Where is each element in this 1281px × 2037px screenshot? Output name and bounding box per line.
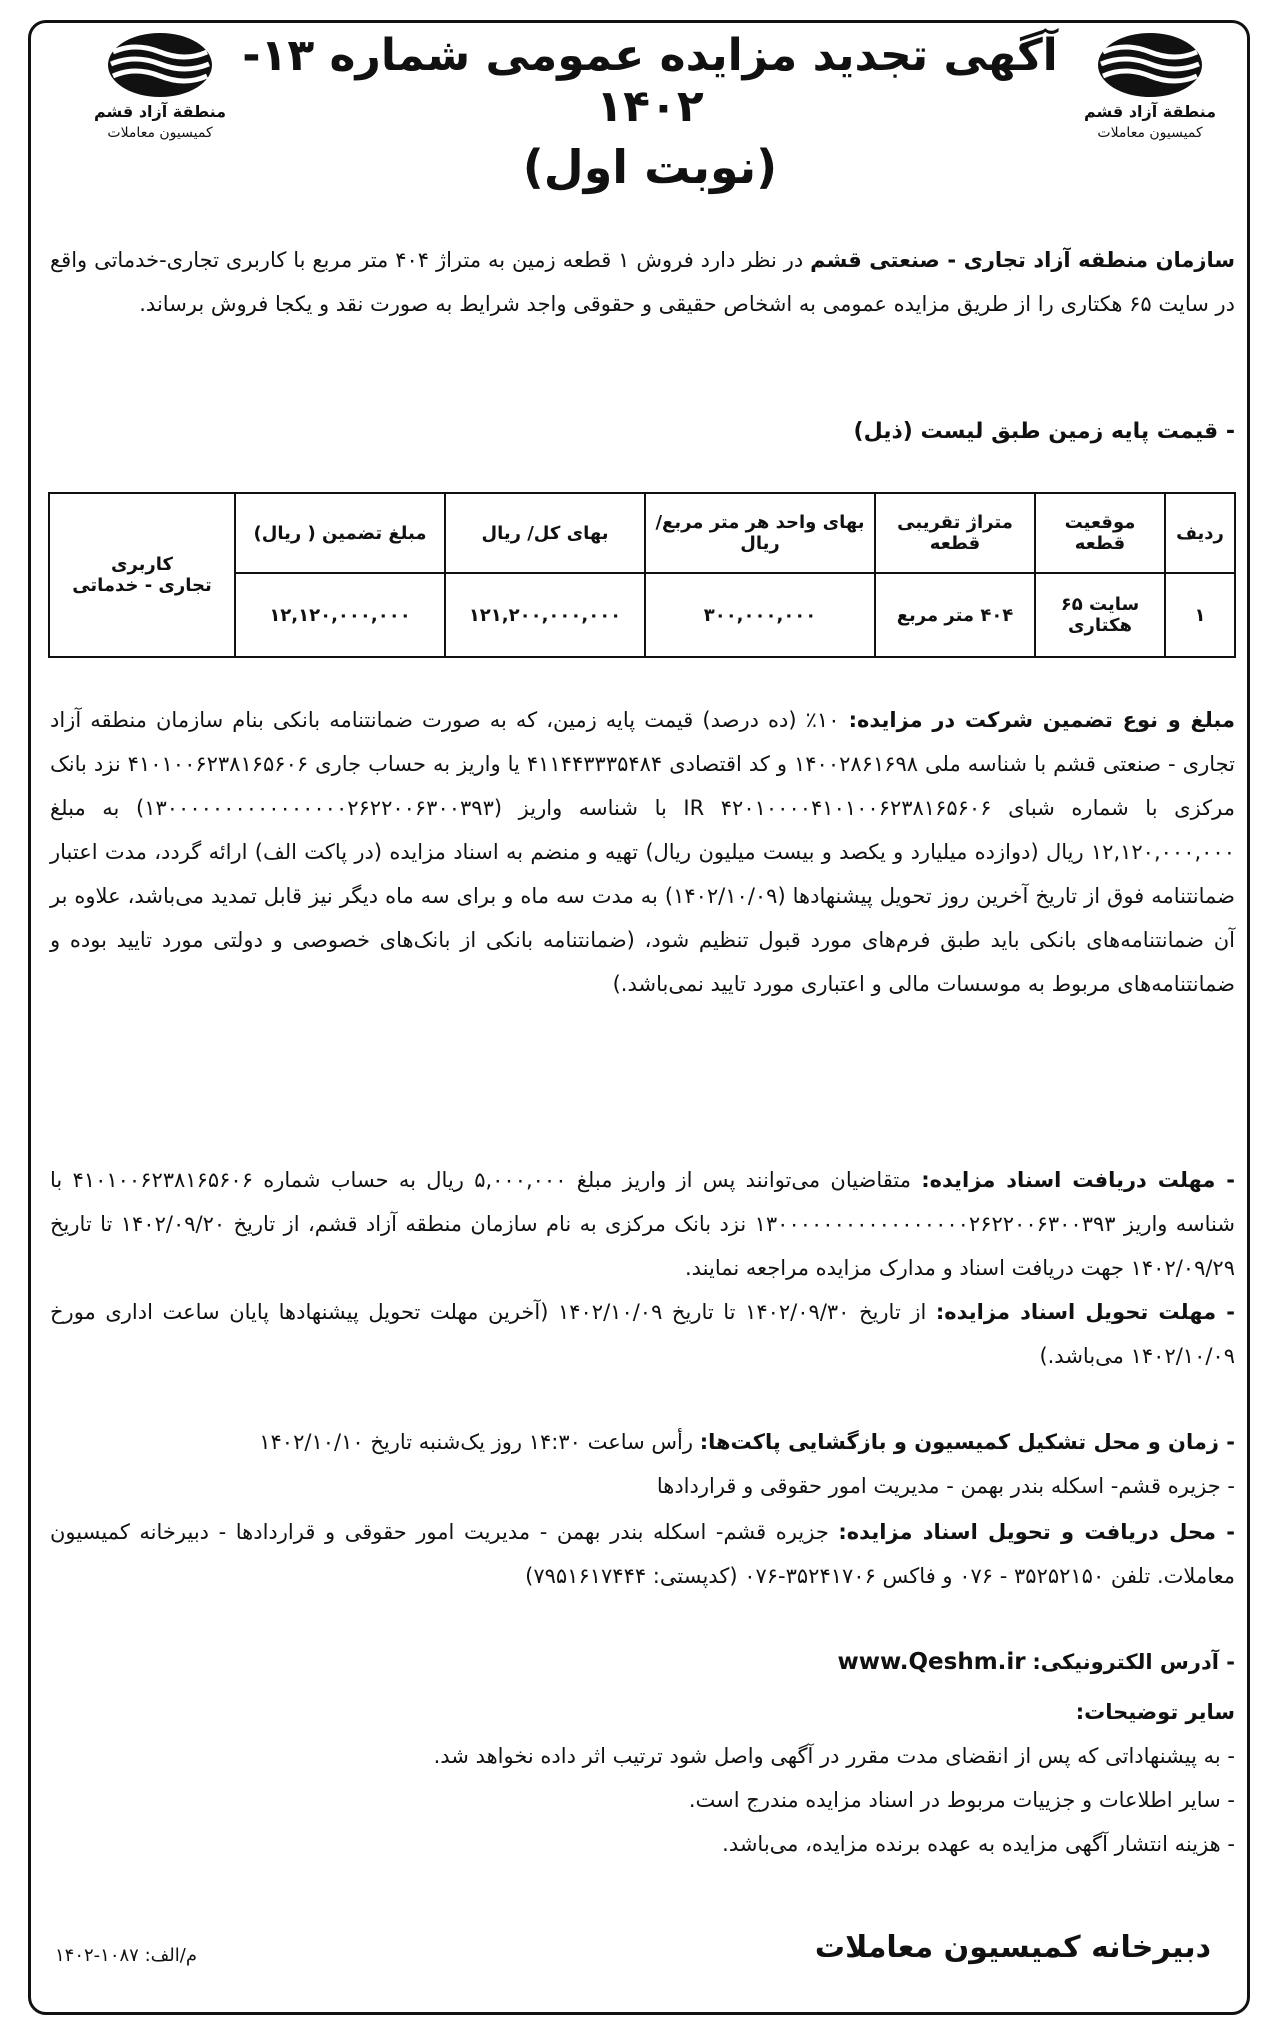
documents-deadline-text: متقاضیان می‌توانند پس از واریز مبلغ ۵,۰۰۰,۰۰۰ ریال به حساب شماره ۴۱۰۱۰۰۶۲۳۸۱۶۵۶۰۶ با شناسه واریز ۱۳۰۰۰۰۰۰۰۰۰۰۰۰۰۰۰۰۰۲۶۲۲۰۰۶۳۰۰۳۹۳ نزد بانک مرکزی به نام سازمان منطقه آزاد قشم، از تاریخ ۱۴۰۲/۰۹/۲۰ تا تاریخ ۱۴۰۲/۰۹/۲۹ جهت دریافت اسناد و مدارک مزایده مراجعه نمایند. (50, 1168, 1235, 1280)
session-heading: - زمان و محل تشکیل کمیسیون و بازگشایی پاکت‌ها: (699, 1430, 1235, 1454)
logo-zone-text: منطقة آزاد قشم (93, 102, 227, 121)
table-cell: ۴۰۴ متر مربع (875, 573, 1035, 657)
other-item: - به پیشنهاداتی که پس از انقضای مدت مقرر در آگهی واصل شود ترتیب اثر داده نخواهد شد. (433, 1744, 1235, 1768)
table-cell: ۱۲,۱۲۰,۰۰۰,۰۰۰ (235, 573, 445, 657)
qeshm-logo-right (1065, 30, 1235, 141)
table-header-row (49, 493, 1235, 573)
deposit-paragraph (50, 698, 1235, 1006)
table-header: متراژ تقریبی قطعه (875, 493, 1035, 573)
website-heading: - آدرس الکترونیکی: (1032, 1650, 1235, 1674)
deposit-text: ۱۰٪ (ده درصد) قیمت پایه زمین، که به صورت ضمانتنامه بانکی بنام سازمان منطقه آزاد تجاری - صنعتی قشم با شناسه ملی ۱۴۰۰۲۸۶۱۶۹۸ و کد اقتصادی ۴۱۱۴۴۳۳۳۵۴۸۴ یا واریز به حساب جاری ۴۱۰۱۰۰۶۲۳۸۱۶۵۶۰۶ نزد بانک مرکزی با شماره شبای IR ۴۲۰۱۰۰۰۰۴۱۰۱۰۰۶۲۳۸۱۶۵۶۰۶ با شناسه واریز (۱۳۰۰۰۰۰۰۰۰۰۰۰۰۰۰۰۰۲۶۲۲۰۰۶۳۰۰۳۹۳) به مبلغ ۱۲,۱۲۰,۰۰۰,۰۰۰ ریال (دوازده میلیارد و یکصد و بیست میلیون ریال) تهیه و منضم به اسناد مزایده (در پاکت الف) ارائه گردد، مدت اعتبار ضمانتنامه فوق از تاریخ آخرین روز تحویل پیشنهادها (۱۴۰۲/۱۰/۰۹) به مدت سه ماه و برای سه ماه دیگر نیز قابل تمدید می‌باشد، علاوه بر آن ضمانتنامه‌های بانکی باید طبق فرم‌های مورد قبول تنظیم شود، (ضمانتنامه بانکی از بانک‌های خصوصی و دولتی مورد تایید بوده و ضمانتنامه‌های مربوط به موسسات مالی و اعتباری مورد تایید نمی‌باشد.) (50, 708, 1236, 996)
footer-reference: م/الف: ۱۰۸۷-۱۴۰۲ (55, 1945, 197, 1966)
place-paragraph (50, 1510, 1235, 1598)
table-cell-usage (49, 493, 235, 657)
other-heading: سایر توضیحات: (1075, 1700, 1235, 1724)
table-cell: ۳۰۰,۰۰۰,۰۰۰ (645, 573, 875, 657)
price-table (48, 492, 1236, 658)
logo-commission-text: کمیسیون معاملات (1097, 125, 1203, 141)
footer-signature: دبیرخانه کمیسیون معاملات (814, 1930, 1211, 1965)
table-header: ردیف (1165, 493, 1235, 573)
session-text: رأس ساعت ۱۴:۳۰ روز یک‌شنبه تاریخ ۱۴۰۲/۱۰/۱۰ (259, 1430, 700, 1454)
intro-lead: سازمان منطقه آزاد تجاری - صنعتی قشم (810, 248, 1236, 272)
documents-deadline-paragraph (50, 1158, 1235, 1290)
session-location: - جزیره قشم- اسکله بندر بهمن - مدیریت امور حقوقی و قراردادها (656, 1474, 1235, 1498)
place-text: جزیره قشم- اسکله بندر بهمن - مدیریت امور حقوقی و قراردادها - دبیرخانه کمیسیون معاملات. تلفن ۳۵۲۵۲۱۵۰ - ۰۷۶ و فاکس ۳۵۲۴۱۷۰۶-۰۷۶ (کدپستی: ۷۹۵۱۶۱۷۴۴۴) (50, 1520, 1235, 1588)
other-item: - سایر اطلاعات و جزییات مربوط در اسناد مزایده مندرج است. (688, 1788, 1235, 1812)
intro-text: در نظر دارد فروش ۱ قطعه زمین به متراژ ۴۰۴ متر مربع با کاربری تجاری-خدماتی واقع در سایت ۶۵ هکتاری را از طریق مزایده عمومی به اشخاص حقیقی و حقوقی واجد شرایط به صورت نقد و یکجا فروش برساند. (50, 248, 1235, 316)
table-header: موقعیت قطعه (1035, 493, 1165, 573)
logo-zone-text: منطقة آزاد قشم (1083, 102, 1217, 121)
other-notes (50, 1690, 1235, 1866)
qeshm-logo-left (75, 30, 245, 141)
delivery-deadline-heading: - مهلت تحویل اسناد مزایده: (935, 1300, 1235, 1324)
deposit-heading: مبلغ و نوع تضمین شرکت در مزایده: (848, 708, 1235, 732)
table-header: بهای کل/ ریال (445, 493, 645, 573)
usage-value: تجاری - خدماتی (72, 575, 212, 596)
delivery-deadline-text: از تاریخ ۱۴۰۲/۰۹/۳۰ تا تاریخ ۱۴۰۲/۱۰/۰۹ (آخرین مهلت تحویل پیشنهادها پایان ساعت اداری مورخ ۱۴۰۲/۱۰/۰۹ می‌باشد.) (50, 1300, 1235, 1368)
other-item: - هزینه انتشار آگهی مزایده به عهده برنده مزایده، می‌باشد. (722, 1832, 1235, 1856)
place-heading: - محل دریافت و تحویل اسناد مزایده: (838, 1520, 1235, 1544)
delivery-deadline-paragraph (50, 1290, 1235, 1378)
intro-paragraph (50, 238, 1235, 326)
waves-logo-icon (1095, 30, 1205, 100)
documents-deadline-heading: - مهلت دریافت اسناد مزایده: (921, 1168, 1235, 1192)
website-line (50, 1640, 1235, 1684)
table-cell: سایت ۶۵ هکتاری (1035, 573, 1165, 657)
notice-title: آگهی تجدید مزایده عمومی شماره ۱۳- ۱۴۰۲ (242, 30, 1058, 132)
website-link[interactable]: www.Qeshm.ir (837, 1649, 1026, 1675)
table-header: مبلغ تضمین ( ریال) (235, 493, 445, 573)
table-header: بهای واحد هر متر مربع/ ریال (645, 493, 875, 573)
session-paragraph (50, 1420, 1235, 1508)
table-cell: ۱۲۱,۲۰۰,۰۰۰,۰۰۰ (445, 573, 645, 657)
waves-logo-icon (105, 30, 215, 100)
usage-header: کاربری (110, 554, 174, 575)
base-price-line: - قیمت پایه زمین طبق لیست (ذیل) (853, 419, 1235, 444)
logo-commission-text: کمیسیون معاملات (107, 125, 213, 141)
table-cell: ۱ (1165, 573, 1235, 657)
notice-subtitle: (نوبت اول) (522, 140, 778, 194)
